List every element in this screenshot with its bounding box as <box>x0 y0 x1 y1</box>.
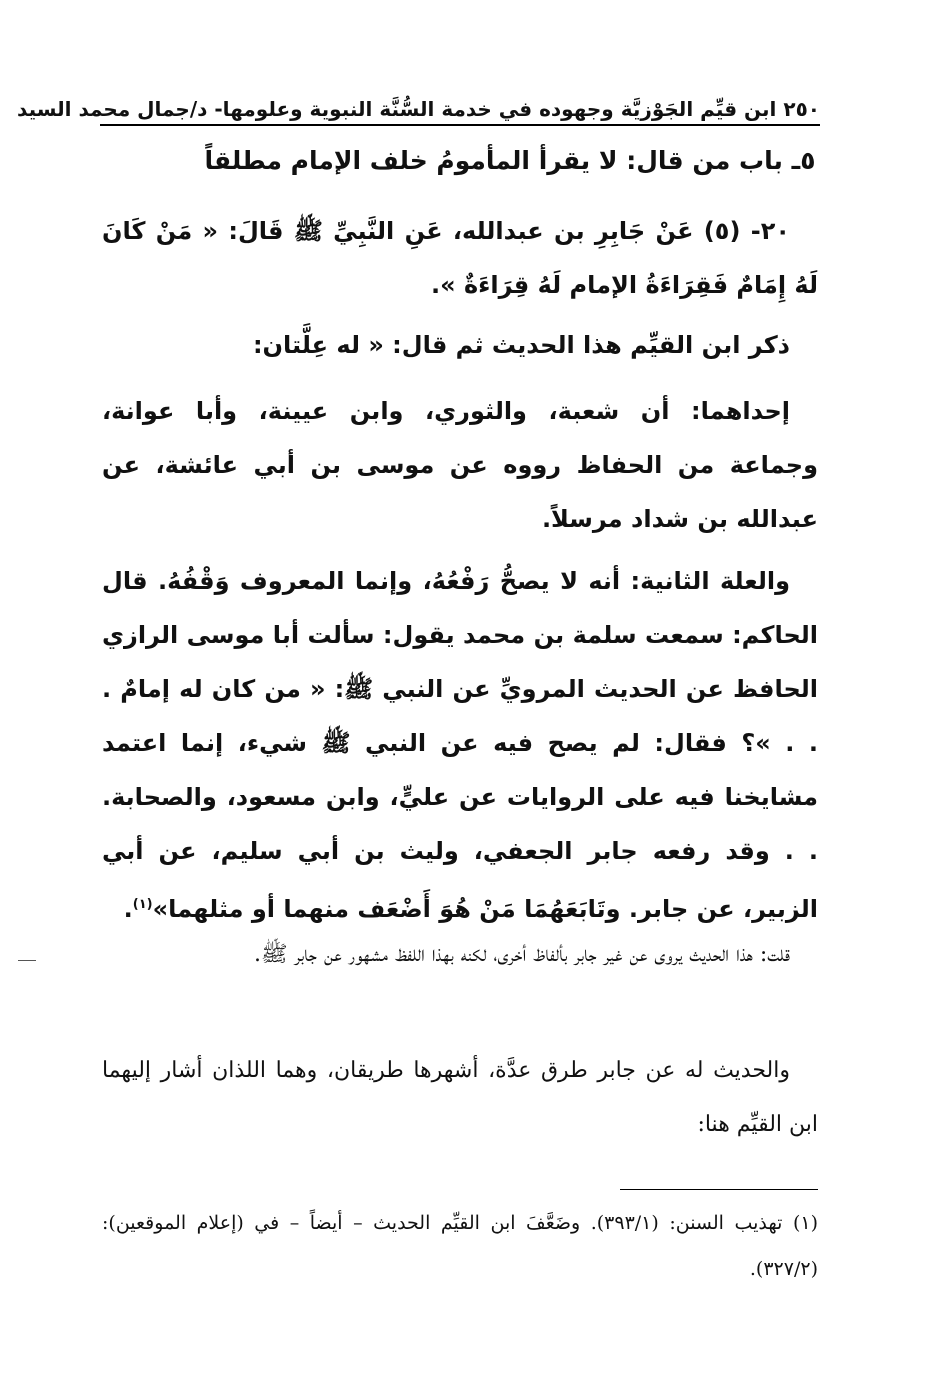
chapter-title: ٥ـ باب من قال: لا يقرأ المأمومُ خلف الإمام مطلقاً <box>204 146 816 175</box>
hadith-text: ٢٠- (٥) عَنْ جَابِرِ بن عبدالله، عَنِ النَّبِيِّ ﷺ قَالَ: « مَنْ كَانَ لَهُ إِمَامٌ فَقِرَاءَةُ الإمام لَهُ قِرَاءَةٌ ». <box>102 217 818 299</box>
page-number: ٢٥٠ <box>783 97 820 121</box>
footnote-reference: (١) <box>132 897 153 912</box>
routes-paragraph: والحديث له عن جابر طرق عدَّة، أشهرها طريقان، وهما اللذان أشار إليهما ابن القيِّم هنا: <box>102 1058 818 1137</box>
second-illness-end: . <box>123 895 133 923</box>
second-illness-text: والعلة الثانية: أنه لا يصحُّ رَفْعُهُ، وإنما المعروف وَقْفُهُ. قال الحاكم: سمعت سلمة بن محمد يقول: سألت أبا موسى الرازي الحافظ عن الحديث المرويِّ عن النبي ﷺ: « من كان له إمامٌ . . . »؟ فقال: لم يصح فيه عن النبي ﷺ شيء، إنما اعتمد مشايخنا فيه على الروايات عن عليٍّ، وابن مسعود، والصحابة. . . وقد رفعه جابر الجعفي، وليث بن أبي سليم، عن أبي الزبير، عن جابر. وتَابَعَهُمَا مَنْ هُوَ أَضْعَف منهما أو مثلهما» <box>102 567 818 923</box>
footnote-1: (١) تهذيب السنن: (٣٩٣/١). وضَعَّفَ ابن القيِّم الحديث – أيضاً – في (إعلام الموقعين): (٣٢٧/٢). <box>102 1212 818 1280</box>
running-title: ابن قيِّم الجَوْزيَّة وجهوده في خدمة السُّنَّة النبوية وعلومها- د/جمال محمد السيد <box>17 97 777 121</box>
second-illness-paragraph <box>102 554 818 930</box>
first-illness-paragraph: إحداهما: أن شعبة، والثوري، وابن عيينة، وأبا عوانة، وجماعة من الحفاظ رووه عن موسى بن أبي عائشة، عن عبدالله بن شداد مرسلاً. <box>102 397 818 533</box>
margin-mark <box>18 960 36 961</box>
running-header <box>17 92 820 126</box>
comment-paragraph: قلت: هذا الحديث يروى عن غير جابر بألفاظ أخرى، لكنه بهذا اللفظ مشهور عن جابر ﷺ. <box>254 942 790 967</box>
intro-paragraph: ذكر ابن القيِّم هذا الحديث ثم قال: « له عِلَّتان: <box>252 331 790 359</box>
footnote-separator <box>620 1189 818 1190</box>
